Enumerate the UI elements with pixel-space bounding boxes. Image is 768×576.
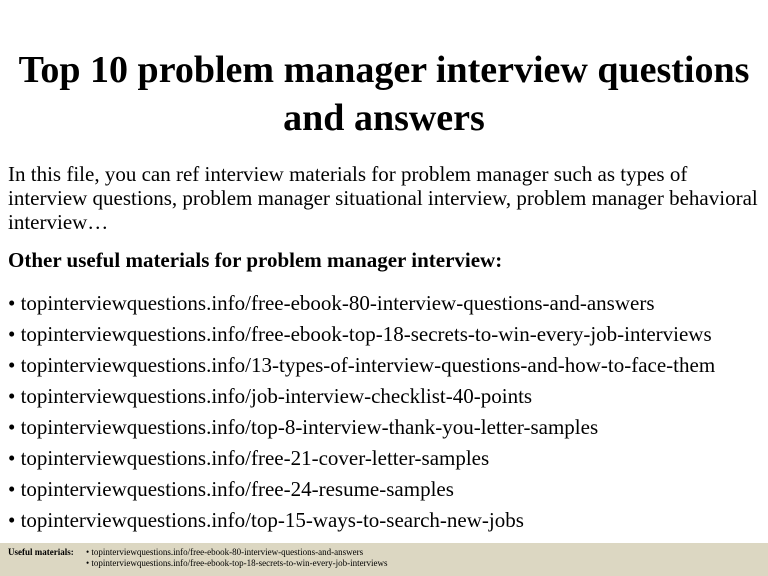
materials-heading: Other useful materials for problem manager interview: — [8, 248, 503, 272]
materials-link[interactable]: • topinterviewquestions.info/free-21-cover-letter-samples — [8, 446, 490, 470]
page-title-line-2: and answers — [283, 97, 485, 139]
materials-link[interactable]: • topinterviewquestions.info/free-ebook-top-18-secrets-to-win-every-job-interviews — [8, 322, 712, 346]
materials-link[interactable]: • topinterviewquestions.info/top-15-ways-to-search-new-jobs — [8, 508, 524, 532]
footer-link[interactable]: • topinterviewquestions.info/free-ebook-top-18-secrets-to-win-every-job-interviews — [86, 558, 388, 568]
page-title-line-1: Top 10 problem manager interview questions — [18, 49, 750, 91]
footer-label — [8, 547, 74, 558]
footer-link[interactable]: • topinterviewquestions.info/free-ebook-80-interview-questions-and-answers — [86, 547, 364, 557]
page-title — [0, 46, 768, 142]
footer-bar — [0, 543, 768, 576]
intro-paragraph: In this file, you can ref interview materials for problem manager such as types of interview questions, problem manager situational interview, problem manager behavioral interview… — [8, 162, 758, 234]
materials-link[interactable]: • topinterviewquestions.info/13-types-of-interview-questions-and-how-to-face-them — [8, 353, 716, 377]
materials-list — [8, 288, 760, 536]
materials-link[interactable]: • topinterviewquestions.info/free-ebook-80-interview-questions-and-answers — [8, 291, 655, 315]
materials-link[interactable]: • topinterviewquestions.info/top-8-interview-thank-you-letter-samples — [8, 415, 599, 439]
footer-links — [86, 547, 388, 569]
footer-label-text: Useful materials — [8, 547, 71, 557]
footer-label-separator: : — [70, 547, 74, 557]
materials-link[interactable]: • topinterviewquestions.info/free-24-resume-samples — [8, 477, 454, 501]
materials-link[interactable]: • topinterviewquestions.info/job-interview-checklist-40-points — [8, 384, 533, 408]
